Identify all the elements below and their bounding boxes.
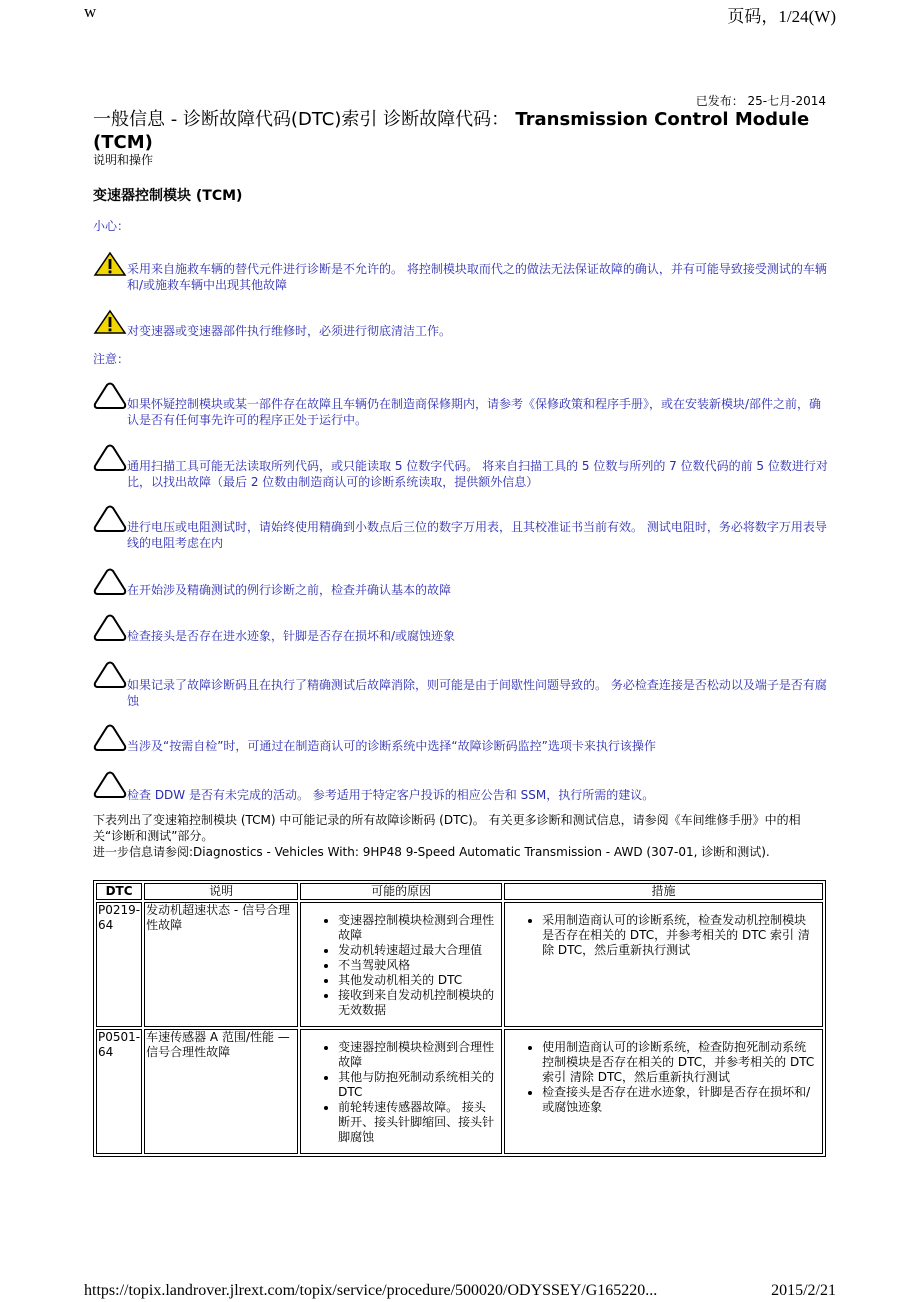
note-item — [93, 771, 829, 802]
note-item — [93, 444, 829, 489]
page-header-left: w — [84, 2, 97, 21]
note-text: 检查 DDW 是否有未完成的活动。 参考适用于特定客户投诉的相应公告和 SSM，执行所需的建议。 — [127, 788, 655, 802]
cause-item: • 前轮转速传感器故障。 接头断开、接头针脚缩回、接头针脚腐蚀 — [338, 1100, 494, 1145]
note-item — [93, 614, 829, 643]
dtc-causes — [300, 902, 502, 1027]
col-header-causes: 可能的原因 — [300, 883, 502, 900]
note-item — [93, 661, 829, 708]
dtc-code: P0219-64 — [96, 902, 142, 1027]
note-triangle-icon — [93, 505, 127, 531]
caution-label: 小心： — [93, 219, 130, 233]
dtc-table — [93, 880, 826, 1157]
col-header-description: 说明 — [144, 883, 298, 900]
page-title-en: Transmission Control Module (TCM) — [93, 109, 810, 153]
published-date: 已发布： 25-七月-2014 — [695, 94, 826, 108]
caution-item — [93, 251, 829, 292]
dtc-causes — [300, 1029, 502, 1154]
page-title-cn: 一般信息 - 诊断故障代码(DTC)索引 诊断故障代码： — [93, 109, 510, 130]
note-text: 进行电压或电阻测试时，请始终使用精确到小数点后三位的数字万用表，且其校准证书当前有效。 测试电阻时，务必将数字万用表导线的电阻考虑在内 — [127, 520, 827, 550]
intro-paragraph — [93, 812, 829, 860]
page-header-page-number: 页码，1/24(W) — [727, 7, 836, 26]
cause-item: • 不当驾驶风格 — [338, 958, 494, 973]
note-item — [93, 568, 829, 597]
dtc-description: 发动机超速状态 - 信号合理性故障 — [144, 902, 298, 1027]
cause-item: • 其他发动机相关的 DTC — [338, 973, 494, 988]
dtc-actions — [504, 1029, 823, 1154]
cause-item: • 变速器控制模块检测到合理性故障 — [338, 1040, 494, 1070]
note-item — [93, 724, 829, 753]
note-triangle-icon — [93, 724, 127, 750]
note-text: 如果怀疑控制模块或某一部件存在故障且车辆仍在制造商保修期内，请参考《保修政策和程序手册》，或在安装新模块/部件之前，确认是否有任何事先许可的程序正处于运行中。 — [127, 397, 822, 427]
note-triangle-icon — [93, 382, 127, 408]
note-triangle-icon — [93, 568, 127, 594]
cause-item: • 发动机转速超过最大合理值 — [338, 943, 494, 958]
note-triangle-icon — [93, 771, 127, 797]
warning-triangle-icon — [93, 251, 127, 277]
dtc-description: 车速传感器 A 范围/性能 — 信号合理性故障 — [144, 1029, 298, 1154]
col-header-actions: 措施 — [504, 883, 823, 900]
note-text: 如果记录了故障诊断码且在执行了精确测试后故障消除，则可能是由于间歇性问题导致的。 务必检查连接是否松动以及端子是否有腐蚀 — [127, 678, 827, 708]
dtc-actions — [504, 902, 823, 1027]
module-heading: 变速器控制模块 (TCM) — [93, 188, 243, 204]
note-label: 注意： — [93, 352, 130, 366]
table-header-row — [96, 883, 823, 900]
note-text: 通用扫描工具可能无法读取所列代码，或只能读取 5 位数字代码。 将来自扫描工具的 5 位数与所列的 7 位数代码的前 5 位数进行对比，以找出故障（最后 2 位数由制造商认可的诊断系统读取，提供额外信息） — [127, 459, 828, 489]
caution-item — [93, 309, 829, 338]
intro-text: 下表列出了变速箱控制模块 (TCM) 中可能记录的所有故障诊断码 (DTC)。 有关更多诊断和测试信息，请参阅《车间维修手册》中的相关“诊断和测试”部分。 — [93, 813, 801, 843]
footer-url: https://topix.landrover.jlrext.com/topix/service/procedure/500020/ODYSSEY/G165220... — [84, 1282, 658, 1299]
note-item — [93, 505, 829, 550]
page-title — [93, 108, 813, 154]
note-triangle-icon — [93, 661, 127, 687]
table-row — [96, 1029, 823, 1154]
note-text: 在开始涉及精确测试的例行诊断之前，检查并确认基本的故障 — [127, 583, 452, 597]
warning-triangle-icon — [93, 309, 127, 335]
further-info-link[interactable]: 进一步信息请参阅:Diagnostics - Vehicles With: 9HP48 9-Speed Automatic Transmission - AWD (307-01, 诊断和测试). — [93, 845, 770, 859]
table-row — [96, 902, 823, 1027]
note-triangle-icon — [93, 614, 127, 640]
note-item — [93, 382, 829, 427]
action-item: • 检查接头是否存在进水迹象，针脚是否存在损坏和/或腐蚀迹象 — [542, 1085, 815, 1115]
note-text: 检查接头是否存在进水迹象，针脚是否存在损坏和/或腐蚀迹象 — [127, 629, 456, 643]
dtc-code: P0501-64 — [96, 1029, 142, 1154]
cause-item: • 接收到来自发动机控制模块的无效数据 — [338, 988, 494, 1018]
note-triangle-icon — [93, 444, 127, 470]
page-subtitle: 说明和操作 — [93, 153, 154, 167]
action-item: • 使用制造商认可的诊断系统，检查防抱死制动系统控制模块是否存在相关的 DTC，并参考相关的 DTC 索引 清除 DTC，然后重新执行测试 — [542, 1040, 815, 1085]
cause-item: • 其他与防抱死制动系统相关的 DTC — [338, 1070, 494, 1100]
cause-item: • 变速器控制模块检测到合理性故障 — [338, 913, 494, 943]
note-text: 当涉及“按需自检”时，可通过在制造商认可的诊断系统中选择“故障诊断码监控”选项卡来执行该操作 — [127, 739, 656, 753]
footer-date: 2015/2/21 — [771, 1282, 836, 1299]
caution-text: 对变速器或变速器部件执行维修时，必须进行彻底清洁工作。 — [127, 324, 452, 338]
caution-text: 采用来自施救车辆的替代元件进行诊断是不允许的。 将控制模块取而代之的做法无法保证故障的确认，并有可能导致接受测试的车辆和/或施救车辆中出现其他故障 — [127, 262, 827, 292]
action-item: • 采用制造商认可的诊断系统，检查发动机控制模块是否存在相关的 DTC，并参考相关的 DTC 索引 清除 DTC，然后重新执行测试 — [542, 913, 815, 958]
col-header-dtc: DTC — [96, 883, 142, 900]
